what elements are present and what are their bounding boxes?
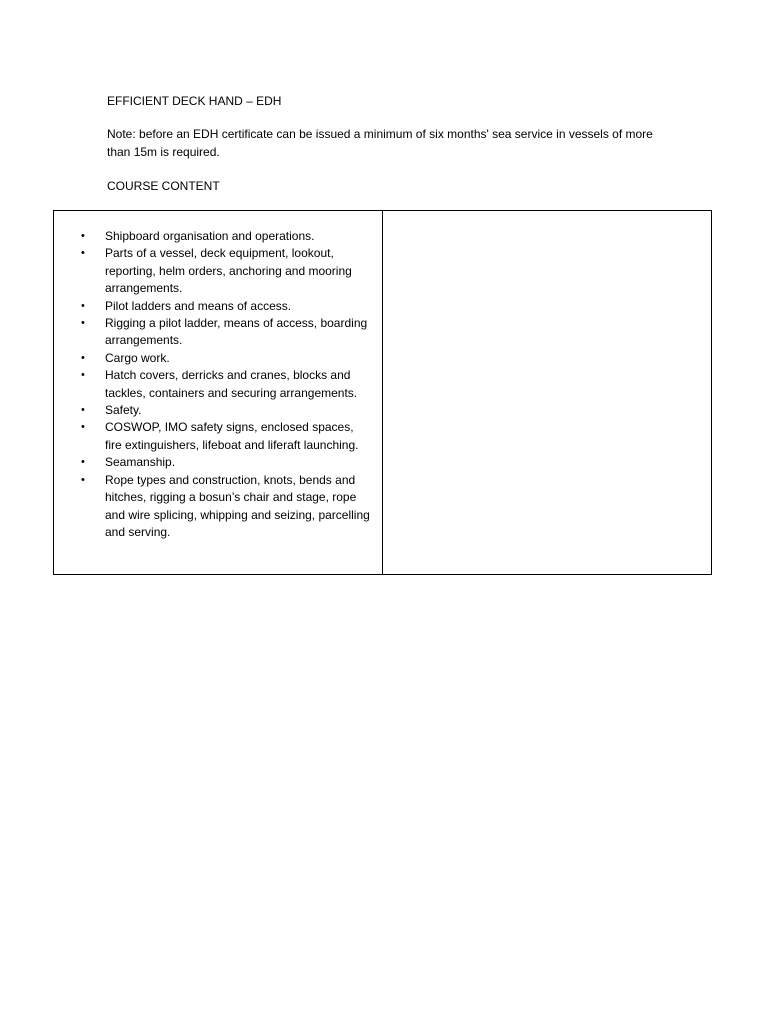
certificate-note: Note: before an EDH certificate can be issued a minimum of six months' sea service in vessels of more than 15m is required. — [107, 127, 653, 159]
course-content-list — [54, 211, 382, 541]
list-item — [54, 245, 382, 297]
list-item-text: Cargo work. — [105, 350, 170, 365]
list-item-text: Safety. — [105, 403, 142, 418]
list-item-text: Hatch covers, derricks and cranes, blocks and tackles, containers and securing arrangements. — [105, 368, 358, 400]
list-item-text: Rigging a pilot ladder, means of access, boarding arrangements. — [105, 316, 368, 348]
bullet-icon: • — [81, 404, 85, 417]
list-item-text: Shipboard organisation and operations. — [105, 229, 315, 243]
bullet-icon: • — [81, 230, 85, 242]
list-item-text: Seamanship. — [105, 455, 176, 470]
bullet-icon: • — [81, 299, 85, 312]
list-item-text: Pilot ladders and means of access. — [105, 298, 292, 313]
list-item — [54, 472, 382, 542]
list-item — [54, 367, 382, 402]
document-title: EFFICIENT DECK HAND – EDH — [107, 94, 282, 108]
bullet-icon: • — [81, 421, 85, 434]
course-content-cell — [54, 211, 383, 574]
list-item — [54, 298, 382, 315]
bullet-icon: • — [81, 351, 85, 364]
bullet-icon: • — [81, 369, 85, 382]
bullet-icon: • — [81, 317, 85, 330]
list-item — [54, 402, 382, 419]
course-content-table — [53, 210, 712, 575]
list-item — [54, 350, 382, 367]
list-item — [54, 454, 382, 471]
list-item — [54, 228, 382, 245]
empty-cell — [383, 211, 711, 574]
list-item — [54, 315, 382, 350]
bullet-icon: • — [81, 473, 85, 486]
list-item-text: Parts of a vessel, deck equipment, lookout, reporting, helm orders, anchoring and mooring arrangements. — [105, 246, 352, 296]
list-item-text: COSWOP, IMO safety signs, enclosed spaces, fire extinguishers, lifeboat and liferaft launching. — [105, 420, 359, 452]
bullet-icon: • — [81, 456, 85, 469]
list-item — [54, 419, 382, 454]
list-item-text: Rope types and construction, knots, bends and hitches, rigging a bosun’s chair and stage, rope and wire splicing, whipping and seizing, parcelling and serving. — [105, 472, 370, 539]
bullet-icon: • — [81, 247, 85, 260]
section-heading: COURSE CONTENT — [107, 179, 220, 193]
